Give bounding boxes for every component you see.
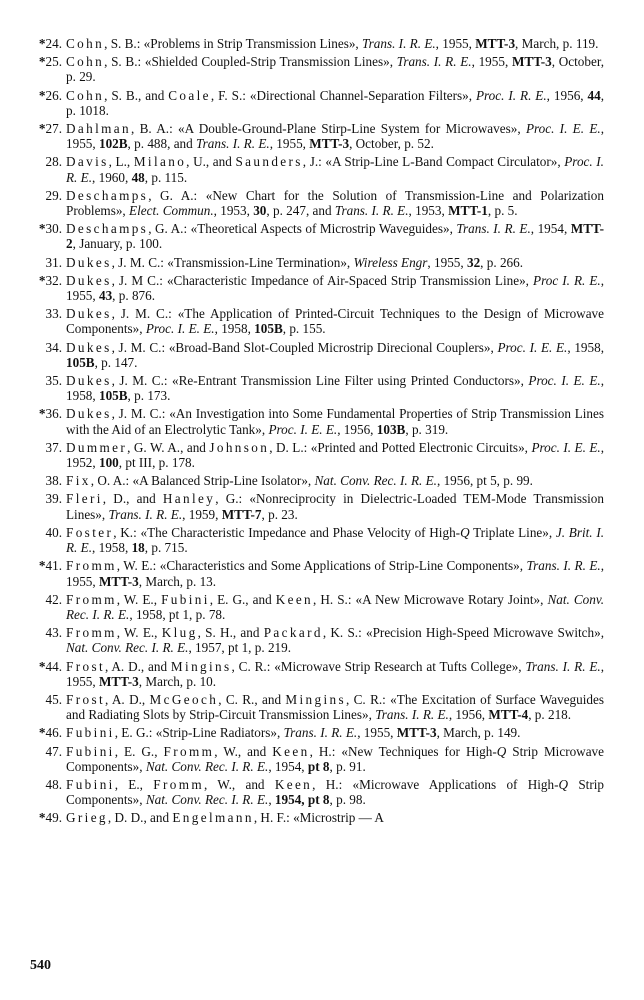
star-marker: *: [38, 272, 46, 288]
star-marker: *: [38, 558, 46, 574]
reference-item: [24, 340, 604, 370]
author-name: Cohn: [66, 54, 105, 70]
reference-text: , October, p. 29.: [66, 54, 605, 85]
reference-text: , G. W. A., and: [127, 439, 210, 455]
reference-text: , p. 319.: [405, 421, 449, 437]
reference-text: , 1954,: [268, 758, 308, 774]
journal-title: Nat. Conv. Rec. I. R. E.: [145, 792, 269, 808]
volume: MTT-7: [221, 506, 262, 522]
reference-text: , p. 247, and: [266, 203, 335, 219]
reference-text: , C. R.: «The Excitation of Surface Waveguides and Radiating Slots by Strip-Circuit Transmission Lines»,: [66, 691, 604, 723]
italic-symbol: Q: [496, 743, 507, 759]
reference-text: , 1959,: [182, 506, 222, 522]
reference-item: [24, 473, 604, 488]
journal-title: Wireless Engr: [353, 254, 428, 270]
reference-text: , D., and: [102, 491, 163, 507]
reference-item: [24, 725, 604, 740]
journal-title: Trans. I. R. E.: [396, 54, 472, 70]
journal-title: Trans. I. R. E.: [362, 36, 436, 51]
reference-item: [24, 491, 604, 521]
journal-title: Proc. I. R. E.: [66, 154, 604, 185]
author-name: Grieg: [66, 810, 108, 826]
author-name: Fromm: [66, 625, 117, 641]
author-name: Dummer: [66, 439, 128, 455]
journal-title: Trans. I. R. E.: [283, 725, 358, 741]
reference-text: , 1955,: [427, 254, 467, 270]
star-marker: *: [38, 54, 46, 70]
reference-number: [24, 255, 62, 270]
reference-text: , p. 266.: [480, 254, 524, 270]
reference-text: , J. M. C.: «Transmission-Line Termination»,: [111, 254, 354, 270]
reference-number: [24, 777, 62, 792]
reference-item: [24, 188, 604, 218]
reference-text: , A. D.,: [105, 691, 150, 707]
reference-number-text: 38.: [45, 473, 62, 489]
author-name: Johnson: [209, 439, 270, 455]
author-name: Fubini: [66, 776, 115, 792]
author-name: Frost: [66, 691, 105, 707]
reference-text: , 1960,: [92, 169, 132, 185]
journal-title: Nat. Conv. Rec. I. R. E.: [66, 591, 605, 622]
reference-text: , H.: «New Techniques for High-: [309, 743, 497, 759]
reference-number-text: 25.: [45, 54, 62, 70]
volume: MTT-3: [98, 573, 139, 589]
reference-number-text: 40.: [45, 524, 62, 540]
volume: 105B: [98, 388, 128, 404]
reference-number: [24, 625, 62, 640]
reference-number: [24, 54, 62, 69]
reference-item: [24, 221, 604, 251]
reference-item: [24, 440, 604, 470]
reference-text: , 1958,: [92, 540, 132, 556]
reference-number: [24, 725, 62, 740]
journal-title: Proc. I. E. E.: [497, 339, 568, 355]
author-name: McGeoch: [149, 691, 219, 707]
reference-number-text: 35.: [45, 373, 62, 389]
reference-text: , p. 115.: [144, 169, 188, 185]
reference-item: [24, 659, 604, 689]
reference-text: , 1957, pt 1, p. 219.: [188, 640, 292, 656]
reference-number: [24, 88, 62, 103]
reference-text: , S. B., and: [104, 87, 169, 103]
reference-text: , S. B.: «Problems in Strip Transmission Lines»,: [104, 36, 363, 51]
reference-text: , J. M C.: «Characteristic Impedance of Air-Spaced Strip Transmission Line»,: [111, 272, 534, 288]
author-name: Klug: [161, 625, 198, 641]
author-name: Fubini: [161, 591, 210, 607]
reference-text: , 1956, pt 5, p. 99.: [436, 473, 533, 489]
reference-text: , W., and: [203, 776, 275, 792]
reference-text: , J.: «A Strip-Line L-Band Compact Circulator»,: [302, 154, 565, 170]
reference-text: , 1952,: [66, 439, 604, 471]
reference-text: , 1958,: [214, 321, 255, 337]
author-name: Dukes: [66, 406, 112, 422]
reference-text: , D. D., and: [107, 810, 173, 826]
reference-text: , October, p. 52.: [349, 136, 434, 152]
reference-text: , 1956,: [337, 421, 377, 437]
author-name: Fromm: [66, 591, 117, 607]
author-name: Fix: [66, 473, 91, 489]
reference-number: [24, 154, 62, 169]
journal-title: Trans. I. R. E.: [375, 707, 449, 723]
author-name: Dukes: [66, 272, 112, 288]
reference-text: , S. H., and: [197, 625, 264, 641]
volume: MTT-3: [511, 54, 552, 70]
journal-title: Trans. I. R. E.: [456, 221, 531, 237]
author-name: Foster: [66, 524, 114, 540]
journal-title: Nat. Conv. Rec. I. R. E.: [66, 640, 189, 656]
volume: 102B: [98, 136, 128, 152]
author-name: Milano: [133, 154, 187, 170]
reference-item: [24, 692, 604, 722]
reference-text: , 1955,: [471, 54, 512, 70]
reference-text: , J. M. C.: «Re-Entrant Transmission Line Filter using Printed Conductors»,: [111, 373, 529, 389]
author-name: Fubini: [66, 743, 115, 759]
reference-item: [24, 558, 604, 588]
reference-text: , 1955,: [66, 658, 605, 689]
reference-text: , p. 173.: [127, 388, 171, 404]
reference-number-text: 28.: [45, 154, 62, 170]
reference-item: [24, 625, 604, 655]
journal-title: Proc. I. E. E.: [525, 121, 601, 137]
reference-text: , 1955,: [66, 121, 604, 152]
journal-title: Elect. Commun.: [129, 203, 214, 219]
reference-text: , K. S.: «Precision High-Speed Microwave Switch»,: [322, 625, 604, 641]
author-name: Dukes: [66, 254, 112, 270]
author-name: Mingins: [170, 658, 232, 674]
reference-text: , F. S.: «Directional Channel-Separation Filters»,: [210, 87, 476, 103]
star-marker: *: [38, 406, 46, 422]
reference-number-text: 24.: [45, 36, 62, 51]
reference-text: , pt III, p. 178.: [118, 455, 195, 471]
reference-text: , 1958,: [567, 339, 604, 355]
reference-text: , E. G., and: [209, 591, 276, 607]
reference-number-text: 43.: [45, 625, 62, 641]
reference-number: [24, 36, 62, 51]
reference-number: [24, 373, 62, 388]
reference-number: [24, 810, 62, 825]
reference-number: [24, 525, 62, 540]
reference-number-text: 47.: [45, 743, 62, 759]
reference-item: [24, 121, 604, 151]
reference-text: ,: [268, 792, 275, 808]
reference-text: , J. M. C.: «The Application of Printed-Circuit Techniques to the Design of Microwave Components»,: [66, 306, 604, 337]
reference-text: , A. D., and: [105, 658, 171, 674]
author-name: Frost: [66, 658, 105, 674]
reference-text: , 1953,: [213, 203, 254, 219]
reference-number-text: 33.: [45, 306, 62, 322]
journal-title: Nat. Conv. Rec. I. R. E.: [314, 473, 437, 489]
journal-title: Proc. I. E. E.: [268, 421, 338, 437]
reference-text: , W. E.,: [116, 591, 162, 607]
reference-number: [24, 659, 62, 674]
volume: MTT-3: [98, 673, 139, 689]
reference-text: , p. 876.: [112, 288, 156, 304]
author-name: Dahlman: [66, 121, 131, 137]
reference-list: [24, 36, 604, 826]
author-name: Cohn: [66, 36, 105, 51]
reference-number: [24, 440, 62, 455]
reference-text: , W., and: [214, 743, 273, 759]
reference-text: , D. L.: «Printed and Potted Electronic Circuits»,: [269, 439, 532, 455]
reference-number-text: 30.: [45, 221, 62, 237]
reference-text: , E. G.,: [114, 743, 164, 759]
reference-number: [24, 558, 62, 573]
reference-text: , 1955,: [357, 725, 397, 741]
reference-text: , 1955,: [435, 36, 476, 51]
journal-title: Proc. I. R. E.: [475, 87, 547, 103]
journal-title: J. Brit. I. R. E.: [66, 524, 605, 556]
reference-text: , B. A.: «A Double-Ground-Plane Stirp-Line System for Microwaves»,: [130, 121, 526, 137]
reference-item: [24, 406, 604, 436]
volume: 1954, pt 8: [274, 792, 330, 808]
reference-text: , 1956,: [546, 87, 588, 103]
reference-text: , 1953,: [408, 203, 449, 219]
reference-number-text: 45.: [45, 691, 62, 707]
reference-item: [24, 36, 604, 51]
reference-text: , 1956,: [448, 707, 489, 723]
reference-text: , H.: «Microwave Applications of High-: [312, 776, 559, 792]
reference-text: , January, p. 100.: [72, 236, 163, 252]
reference-text: , G.: «Nonreciprocity in Dielectric-Loaded TEM-Mode Transmission Lines»,: [66, 491, 604, 522]
reference-text: , March, p. 149.: [436, 725, 521, 741]
reference-number-text: 36.: [45, 406, 62, 422]
author-name: Dukes: [66, 339, 112, 355]
reference-number: [24, 406, 62, 421]
reference-text: , G. A.: «Theoretical Aspects of Microstrip Waveguides»,: [148, 221, 457, 237]
volume: 43: [98, 288, 113, 304]
reference-text: , H. F.: «Microstrip — A: [253, 810, 384, 826]
star-marker: *: [38, 658, 46, 674]
reference-text: , 1958, pt 1, p. 78.: [129, 606, 226, 622]
journal-title: Trans. I. R. E.: [334, 203, 409, 219]
volume: 32: [466, 254, 481, 270]
author-name: Cohn: [66, 87, 105, 103]
journal-title: Proc. I. E. E.: [531, 439, 601, 455]
page-number: 540: [30, 958, 51, 973]
volume: 103B: [376, 421, 406, 437]
reference-text: , E. G.: «Strip-Line Radiators»,: [114, 725, 284, 741]
volume: MTT-2: [66, 221, 604, 252]
reference-text: , K.: «The Characteristic Impedance and Phase Velocity of High-: [113, 524, 461, 540]
reference-number: [24, 592, 62, 607]
reference-text: , p. 218.: [528, 707, 572, 723]
reference-number: [24, 473, 62, 488]
reference-number-text: 39.: [45, 491, 62, 507]
volume: MTT-3: [396, 725, 437, 741]
reference-text: , O. A.: «A Balanced Strip-Line Isolator»,: [90, 473, 315, 489]
volume: pt 8: [307, 758, 330, 774]
volume: 105B: [254, 321, 283, 337]
reference-item: [24, 373, 604, 403]
reference-text: , p. 147.: [94, 354, 138, 370]
reference-text: , March, p. 119.: [515, 36, 599, 51]
journal-title: Nat. Conv. Rec. I. R. E.: [145, 758, 269, 774]
author-name: Coale: [168, 87, 211, 103]
reference-text: , C. R.: «Microwave Strip Research at Tufts College»,: [231, 658, 526, 674]
reference-item: [24, 306, 604, 336]
reference-item: [24, 54, 604, 84]
author-name: Keen: [272, 743, 310, 759]
author-name: Keen: [274, 776, 313, 792]
reference-item: [24, 88, 604, 118]
reference-item: [24, 255, 604, 270]
reference-text: , March, p. 13.: [138, 573, 217, 589]
reference-number-text: 49.: [45, 810, 62, 826]
italic-symbol: Q: [460, 524, 470, 540]
reference-text: , L.,: [108, 154, 134, 170]
reference-item: [24, 273, 604, 303]
reference-number-text: 32.: [45, 272, 62, 288]
reference-text: , p. 488, and: [127, 136, 197, 152]
reference-text: Strip Components»,: [66, 776, 604, 808]
volume: MTT-1: [448, 203, 488, 219]
reference-text: , p. 1018.: [66, 87, 605, 118]
volume: 30: [253, 203, 267, 219]
star-marker: *: [38, 87, 46, 103]
reference-text: , U., and: [186, 154, 236, 170]
reference-text: , W. E.: «Characteristics and Some Applications of Strip-Line Components»,: [116, 558, 527, 574]
star-marker: *: [38, 36, 46, 51]
reference-text: , p. 91.: [329, 758, 366, 774]
reference-item: [24, 744, 604, 774]
reference-text: , p. 5.: [487, 203, 518, 219]
journal-title: Trans. I. R. E.: [196, 136, 270, 152]
reference-number: [24, 188, 62, 203]
reference-number-text: 37.: [45, 439, 62, 455]
reference-text: Strip Microwave Components»,: [66, 743, 605, 774]
author-name: Fromm: [163, 743, 215, 759]
reference-number-text: 41.: [45, 558, 62, 574]
reference-text: , J. M. C.: «Broad-Band Slot-Coupled Microstrip Direcional Couplers»,: [111, 339, 498, 355]
reference-text: Triplate Line»,: [469, 524, 556, 540]
star-marker: *: [38, 221, 46, 237]
author-name: Fromm: [153, 776, 204, 792]
reference-number: [24, 273, 62, 288]
star-marker: *: [38, 810, 46, 826]
journal-title: Trans. I. R. E.: [108, 506, 183, 522]
journal-title: Proc I. R. E.: [533, 272, 601, 288]
author-name: Fromm: [66, 558, 117, 574]
reference-text: , March, p. 10.: [138, 673, 217, 689]
reference-number-text: 26.: [45, 87, 62, 103]
author-name: Fleri: [66, 491, 103, 507]
volume: 100: [98, 455, 119, 471]
reference-number-text: 46.: [45, 725, 62, 741]
author-name: Deschamps: [66, 187, 149, 203]
author-name: Fubini: [66, 725, 115, 741]
reference-text: , 1955,: [66, 272, 604, 304]
reference-page: [24, 36, 604, 829]
reference-number-text: 48.: [45, 776, 62, 792]
reference-item: [24, 810, 604, 825]
reference-text: , E.,: [114, 776, 154, 792]
volume: MTT-3: [475, 36, 516, 51]
star-marker: *: [38, 725, 46, 741]
italic-symbol: Q: [558, 776, 569, 792]
journal-title: Trans. I. R. E.: [526, 558, 601, 574]
author-name: Dukes: [66, 373, 112, 389]
reference-number: [24, 221, 62, 236]
author-name: Packard: [263, 625, 323, 641]
reference-number: [24, 491, 62, 506]
reference-text: , p. 155.: [282, 321, 326, 337]
reference-text: , J. M. C.: «An Investigation into Some Fundamental Properties of Strip Transmission Lines with the Aid of an Electrolytic Tank»,: [66, 406, 604, 437]
reference-number-text: 44.: [45, 658, 62, 674]
star-marker: *: [38, 121, 46, 137]
reference-number-text: 42.: [45, 591, 62, 607]
journal-title: Trans. I. R. E.: [525, 658, 601, 674]
reference-text: , 1955,: [66, 558, 605, 589]
reference-text: , G. A.: «New Chart for the Solution of Transmission-Line and Polarization Problems»,: [66, 187, 604, 219]
reference-text: , C. R., and: [218, 691, 286, 707]
author-name: Deschamps: [66, 221, 149, 237]
volume: 44: [587, 87, 601, 103]
volume: MTT-4: [488, 707, 529, 723]
journal-title: Proc. I. E. E.: [528, 373, 601, 389]
reference-item: [24, 154, 604, 184]
reference-text: , p. 715.: [144, 540, 188, 556]
volume: MTT-3: [309, 136, 350, 152]
reference-text: , p. 23.: [261, 506, 298, 522]
author-name: Saunders: [235, 154, 303, 170]
author-name: Mingins: [285, 691, 346, 707]
author-name: Hanley: [162, 491, 216, 507]
reference-text: , 1954,: [530, 221, 571, 237]
reference-text: , W. E.,: [116, 625, 162, 641]
reference-text: , 1955,: [269, 136, 310, 152]
reference-text: , p. 98.: [329, 792, 366, 808]
author-name: Davis: [66, 154, 109, 170]
reference-number-text: 27.: [45, 121, 62, 137]
reference-item: [24, 592, 604, 622]
volume: 48: [131, 169, 145, 185]
reference-text: , 1958,: [66, 373, 604, 404]
reference-number: [24, 692, 62, 707]
reference-number: [24, 744, 62, 759]
reference-number-text: 31.: [45, 254, 62, 270]
author-name: Dukes: [66, 306, 112, 322]
reference-number-text: 29.: [45, 187, 62, 203]
reference-text: , H. S.: «A New Microwave Rotary Joint»,: [313, 591, 548, 607]
reference-number: [24, 340, 62, 355]
reference-text: , S. B.: «Shielded Coupled-Strip Transmission Lines»,: [104, 54, 397, 70]
reference-number-text: 34.: [45, 339, 62, 355]
author-name: Keen: [275, 591, 314, 607]
volume: 18: [131, 540, 145, 556]
author-name: Engelmann: [172, 810, 254, 826]
reference-number: [24, 306, 62, 321]
journal-title: Proc. I. E. E.: [145, 321, 215, 337]
reference-item: [24, 777, 604, 807]
volume: 105B: [66, 354, 95, 370]
reference-item: [24, 525, 604, 555]
reference-number: [24, 121, 62, 136]
